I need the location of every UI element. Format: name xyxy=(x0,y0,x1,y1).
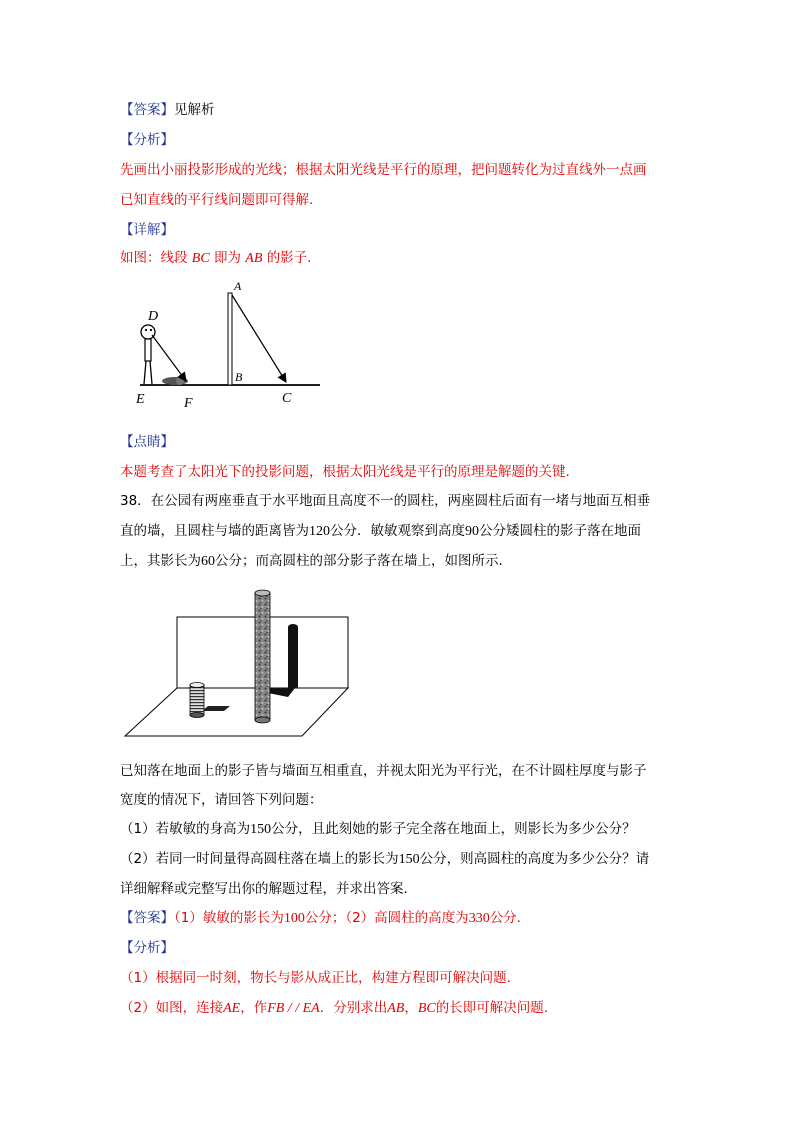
detail-p2: 即为 xyxy=(213,250,241,266)
person-figure xyxy=(141,325,155,384)
detail-label: 【详解】 xyxy=(120,222,174,238)
answer38-label: 【答案】 xyxy=(120,910,174,926)
value-120: 120 xyxy=(309,524,330,539)
comment-text: 本题考查了太阳光下的投影问题，根据太阳光线是平行的原理是解题的关键. xyxy=(120,464,570,480)
detail-ab: AB xyxy=(245,251,263,266)
label-e: E xyxy=(136,392,145,407)
label-d: D xyxy=(148,309,159,324)
q38-text-2a: 直的墙，且圆柱与墙的距离皆为 xyxy=(120,523,309,539)
label-f: F xyxy=(184,396,193,411)
shadow-figure xyxy=(120,275,330,415)
detail-p3: 的影子. xyxy=(266,250,312,266)
analysis38-line-1: （1）根据同一时刻，物长与影从成正比，构建方程即可解决问题. xyxy=(120,970,511,986)
analysis38-text-c: ．分别求出 xyxy=(319,1000,388,1016)
sub2-text-b: 公分，则高圆柱的高度为多少公分？请 xyxy=(419,851,650,867)
q38-number: 38． xyxy=(120,493,151,509)
q38-text-2b: 公分．敏敏观察到高度 xyxy=(330,523,465,539)
cylinder-figure xyxy=(120,585,360,740)
q38-text-1: 在公园有两座垂直于水平地面且高度不一的圆柱，两座圆柱后面有一堵与地面互相垂 xyxy=(150,493,651,509)
value-90: 90 xyxy=(465,524,479,539)
value-150-wall: 150 xyxy=(398,852,420,867)
answer-label: 【答案】 xyxy=(120,102,174,118)
answer38-row xyxy=(120,908,521,929)
value-150-height: 150 xyxy=(250,822,272,837)
math-fb-parallel-ea: FB / / EA xyxy=(267,1001,320,1016)
value-100: 100 xyxy=(283,911,305,926)
short-cylinder xyxy=(190,683,204,718)
tall-shadow-wall xyxy=(288,627,298,688)
analysis38-line-2 xyxy=(120,998,548,1019)
answer38-text-1: （1）敏敏的影长为 xyxy=(174,910,284,926)
value-330: 330 xyxy=(468,911,490,926)
q38-text-3b: 公分；而高圆柱的部分影子落在墙上，如图所示． xyxy=(215,553,512,569)
tall-shadow-wall-top xyxy=(288,624,298,630)
label-b: B xyxy=(235,370,243,384)
person-light-ray xyxy=(152,335,186,381)
q38-sub-2 xyxy=(120,849,649,870)
q38-line-1 xyxy=(120,491,650,511)
q38-text-3a: 上，其影长为 xyxy=(120,553,201,569)
q38-line-5: 宽度的情况下，请回答下列问题： xyxy=(120,792,323,808)
q38-line-3 xyxy=(120,551,512,572)
pole-light-ray xyxy=(232,295,286,382)
detail-bc: BC xyxy=(191,251,210,266)
label-c: C xyxy=(282,391,292,406)
analysis-label: 【分析】 xyxy=(120,132,174,148)
q38-text-2c: 公分矮圆柱的影子落在地面 xyxy=(479,523,641,539)
analysis-line-2: 已知直线的平行线问题即可得解. xyxy=(120,192,314,208)
q38-line-2 xyxy=(120,521,641,542)
detail-text xyxy=(120,248,311,269)
answer-row xyxy=(120,100,215,120)
q38-sub-1 xyxy=(120,819,636,840)
tall-cylinder xyxy=(255,590,270,723)
math-ae: AE xyxy=(223,1001,241,1016)
label-a: A xyxy=(234,279,242,293)
answer-text: 见解析 xyxy=(174,102,215,118)
value-60: 60 xyxy=(201,554,215,569)
sub1-text-b: 公分，且此刻她的影子完全落在地面上，则影长为多少公分？ xyxy=(271,821,636,837)
analysis38-text-e: 的长即可解决问题. xyxy=(435,1000,548,1016)
answer38-text-3: 公分. xyxy=(489,910,521,926)
sub1-text-a: （1）若敏敏的身高为 xyxy=(120,821,251,837)
ground-plane xyxy=(125,688,348,736)
answer38-text-2: 公分；（2）高圆柱的高度为 xyxy=(304,910,469,926)
math-ab: AB xyxy=(387,1001,405,1016)
analysis38-text-b: ，作 xyxy=(240,1000,268,1016)
sub2-text-a: （2）若同一时间量得高圆柱落在墙上的影长为 xyxy=(120,851,399,867)
analysis38-text-a: （2）如图，连接 xyxy=(120,1000,224,1016)
detail-p1: 如图：线段 xyxy=(120,250,188,266)
q38-line-4: 已知落在地面上的影子皆与墙面互相重直，并视太阳光为平行光，在不计圆柱厚度与影子 xyxy=(120,763,647,779)
comment-label: 【点睛】 xyxy=(120,434,174,450)
pole-ab xyxy=(228,293,232,385)
analysis38-text-d: ， xyxy=(404,1000,418,1016)
q38-line-8: 详细解释或完整写出你的解题过程，并求出答案． xyxy=(120,881,417,897)
math-bc: BC xyxy=(417,1001,436,1016)
analysis-line-1: 先画出小丽投影形成的光线；根据太阳光线是平行的原理，把问题转化为过直线外一点画 xyxy=(120,162,647,178)
shadow-head xyxy=(176,377,184,385)
analysis38-label: 【分析】 xyxy=(120,940,174,956)
